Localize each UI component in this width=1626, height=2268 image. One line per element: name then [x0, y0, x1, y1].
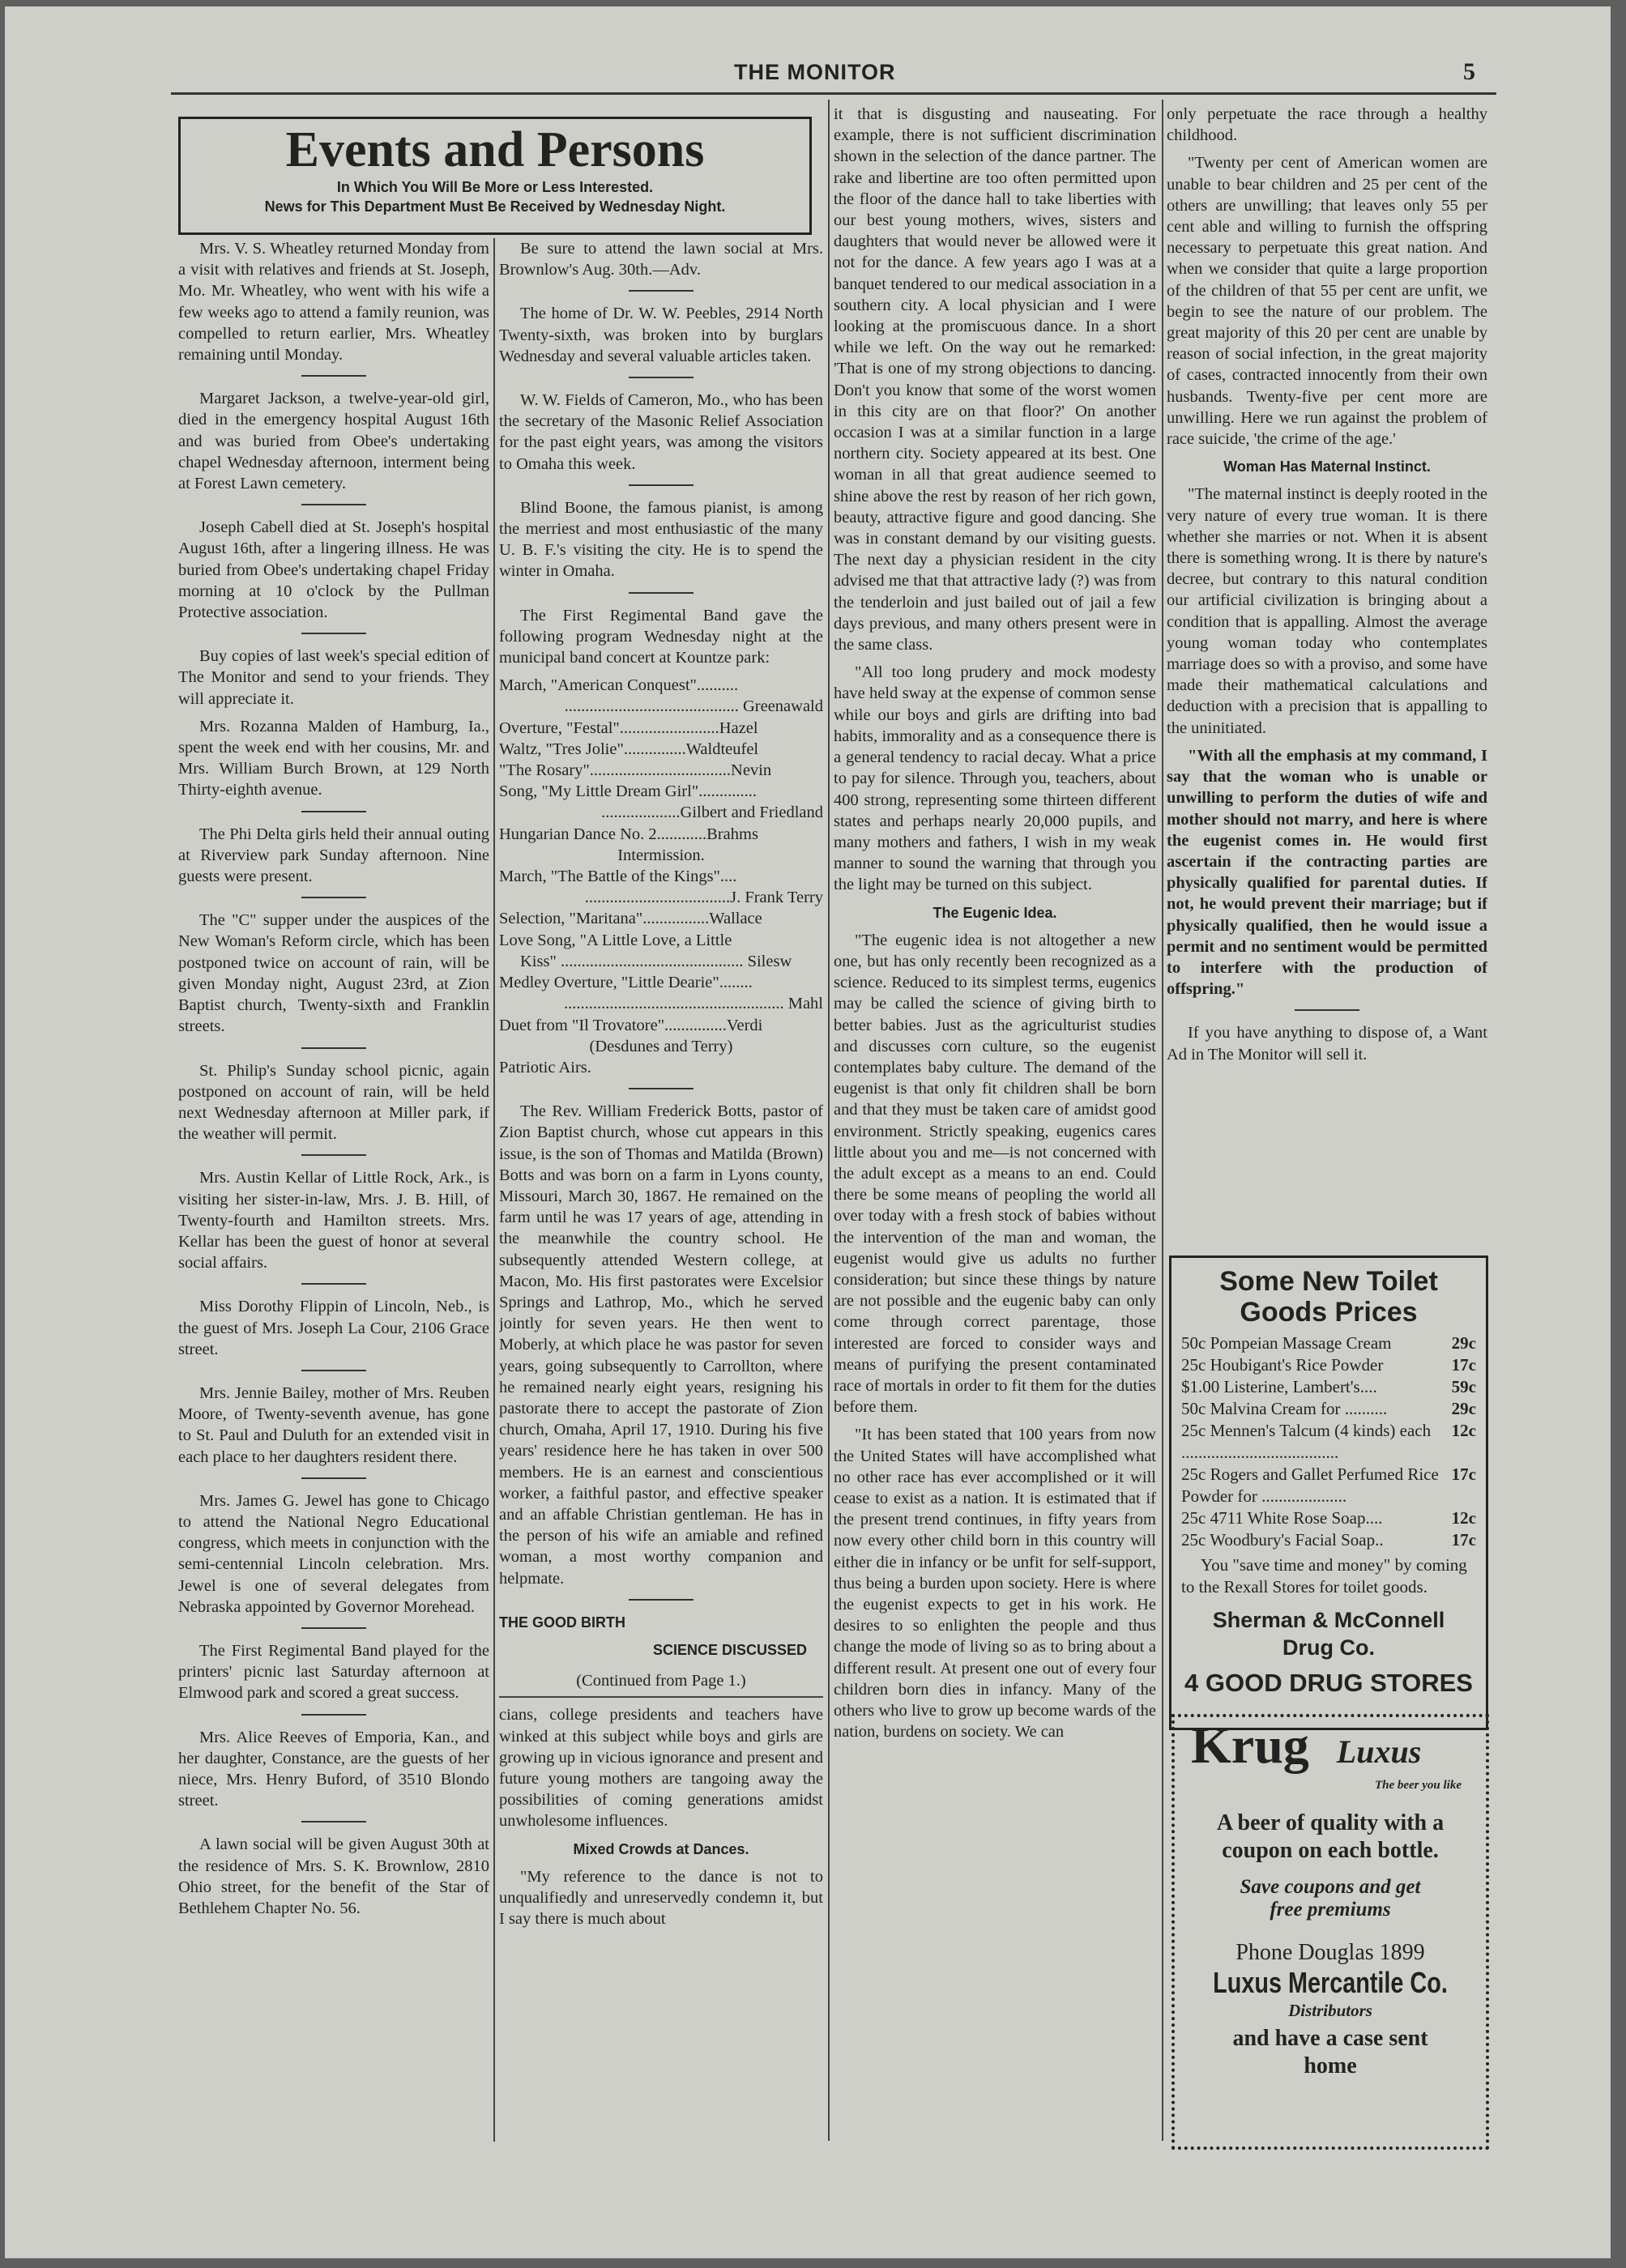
separator	[301, 633, 366, 634]
newspaper-title: THE MONITOR	[734, 60, 896, 84]
section-title: Events and Persons	[285, 122, 705, 177]
program-line: Waltz, "Tres Jolie"...............Waldteufel	[499, 740, 759, 758]
article-text: "All too long prudery and mock modesty have held sway at the expense of common sense while our boys and girls are drifting into bad habits, immorality and as a consequence there is a general tendency to racial decay. What a price to pay for silence. Through you, teachers, about 400 strong, representing some thirteen different states and perhaps nearly 20,000 pupils, and many mothers and fathers, I wish in my weak manner to sound the warning that through you the light may be turned on this subject.	[834, 663, 1156, 894]
product: 25c Woodbury's Facial Soap..	[1181, 1530, 1384, 1550]
separator	[1295, 1009, 1359, 1011]
krug-beer-ad	[1171, 1714, 1489, 2150]
separator	[301, 504, 366, 505]
article-text: it that is disgusting and nauseating. For example, there is not sufficient discrimination shown in the selection of the dance partner. The rake and libertine are too often permitted upon the floor of the dance hall to take liberties with our best young mothers, wives, sisters and daughters that would never be allowed were it not for the dance. A few years ago I was at a banquet tendered to our medical association in a southern city. A local physician and I were looking at the promiscuous dance. In a short while we left. On the way out he remarked: 'That is one of my strong objections to dancing. Don't you know that some of the worst women in this city are on that floor?' On another occasion I was at a similar function in a large northern city. Society appeared at its best. One woman in all that great audience seemed to shine above the rest by reason of her rich gown, beauty, attractive figure and good dancing. She was in constant demand by our visiting guests. The next day a physician resident in the city advised me that that attractive lady (?) was from the tenderloin and just bailed out of jail a few days previous, and many others present were in the same class.	[834, 105, 1156, 654]
news-item: Mrs. James G. Jewel has gone to Chicago to attend the National Negro Educational congress, which meets in conjunction with the semi-centennial Lincoln celebration. Mrs. Jewel is one of several delegates from Nebraska appointed by Governor Morehead.	[178, 1491, 489, 1616]
price-list	[1171, 1332, 1486, 1551]
band-program	[499, 675, 823, 1078]
news-item: Miss Dorothy Flippin of Lincoln, Neb., is the guest of Mrs. Joseph La Cour, 2106 Grace street.	[178, 1298, 489, 1358]
news-item: The home of Dr. W. W. Peebles, 2914 North Twenty-sixth, was broken into by burglars Wednesday and several valuable articles taken.	[499, 305, 823, 365]
firm-name: Drug Co.	[1282, 1635, 1375, 1660]
price: 59c	[1451, 1377, 1476, 1396]
newspaper-page	[5, 6, 1611, 2258]
program-line: Selection, "Maritana"................Wallace	[499, 910, 762, 928]
ad-headline: Goods Prices	[1240, 1297, 1418, 1328]
program-line: Medley Overture, "Little Dearie"........	[499, 974, 753, 992]
news-item: Joseph Cabell died at St. Joseph's hospital August 16th, after a lingering illness. He was buried from Obee's undertaking chapel Friday morning at 10 o'clock by the Pullman Protective association.	[178, 518, 489, 622]
separator	[301, 1714, 366, 1716]
article-subhead: Mixed Crowds at Dances.	[573, 1840, 749, 1857]
distributors-label: Distributors	[1288, 2001, 1372, 2020]
separator	[301, 1627, 366, 1629]
separator	[629, 592, 694, 594]
program-line: ..................................................... Mahl	[563, 995, 823, 1013]
separator	[301, 811, 366, 812]
program-line: .......................................... Greenawald	[564, 697, 823, 716]
program-line: Song, "My Little Dream Girl"..............	[499, 782, 757, 801]
article-text: "It has been stated that 100 years from now the United States will have accomplished what no other race has ever accomplished or it will cease to exist as a nation. It is estimated that if the present trend continues, in fifty years from now every other child born in this country will either die in infancy or be unfit for self-support, thus being a burden upon society. Here is where the eugenist expects to get in his work. He desires to so enlighten the people and thus change the mode of living so as to bring about a different result. At present one out of every four children born dies in infancy. Many of the others who live to grow up become wards of the nation, burdens on society. We can	[834, 1426, 1156, 1742]
article-subhead: Woman Has Maternal Instinct.	[1223, 458, 1431, 475]
article-text: "With all the emphasis at my command, I say that the woman who is unable or unwilling to perform the duties of wife and mother should not marry, and here is where the eugenist comes in. He would first ascertain if the contracting parties are physically qualified for parental duties. If not, he would prevent their marriage; but if physically qualified, then he would issue a permit and no sentiment would be permitted to interfere with the production of offspring."	[1167, 746, 1487, 999]
program-line: March, "The Battle of the Kings"....	[499, 868, 737, 886]
masthead-rule	[171, 92, 1496, 95]
product: 25c Rogers and Gallet Perfumed Rice Powder for ....................	[1181, 1464, 1439, 1506]
want-ad-note: If you have anything to dispose of, a Want Ad in The Monitor will sell it.	[1167, 1024, 1487, 1064]
separator	[629, 377, 694, 378]
news-item: Mrs. Jennie Bailey, mother of Mrs. Reuben Moore, of Twenty-seventh avenue, has gone to St. Paul and Duluth for an extended visit in each place to her daughters resident there.	[178, 1383, 489, 1466]
article-subhead: The Eugenic Idea.	[932, 904, 1057, 921]
column-1	[178, 238, 489, 1925]
separator	[301, 1821, 366, 1823]
price: 29c	[1451, 1333, 1476, 1353]
page-number: 5	[1463, 58, 1475, 85]
continued-note: (Continued from Page 1.)	[576, 1672, 746, 1690]
tagline: The beer you like	[1374, 1779, 1462, 1792]
program-line: Intermission.	[617, 846, 705, 864]
product: 50c Pompeian Massage Cream	[1181, 1333, 1392, 1353]
price-item	[1171, 1529, 1486, 1551]
news-item: Mrs. Austin Kellar of Little Rock, Ark., is visiting her sister-in-law, Mrs. J. B. Hill, of Twenty-fourth and Hamilton streets. Mrs. Kellar has been the guest of honor at several social affairs.	[178, 1169, 489, 1273]
section-header-box	[178, 117, 812, 235]
price-item	[1171, 1332, 1486, 1354]
separator	[629, 1088, 694, 1089]
news-item: Blind Boone, the famous pianist, is among the merriest and most enthusiastic of the many U. B. F.'s visiting the city. He is to spend the winter in Omaha.	[499, 498, 823, 581]
news-item: W. W. Fields of Cameron, Mo., who has been the secretary of the Masonic Relief Association for the past eight years, was among the visitors to Omaha this week.	[499, 391, 823, 473]
news-item: Mrs. Alice Reeves of Emporia, Kan., and her daughter, Constance, are the guests of her niece, Mrs. Henry Buford, of 3510 Blondo street.	[178, 1728, 489, 1810]
separator	[301, 1370, 366, 1371]
article-heading: THE GOOD BIRTH	[499, 1614, 625, 1631]
news-item: Be sure to attend the lawn social at Mrs. Brownlow's Aug. 30th.—Adv.	[499, 240, 823, 279]
news-item: Buy copies of last week's special edition of The Monitor and send to your friends. They will appreciate it.	[178, 647, 489, 708]
program-line: March, "American Conquest"..........	[499, 676, 739, 695]
phone-line: Phone Douglas 1899	[1236, 1940, 1425, 1965]
separator	[301, 375, 366, 377]
price-item	[1171, 1420, 1486, 1464]
news-item: The Rev. William Frederick Botts, pastor of Zion Baptist church, whose cut appears in this issue, is the son of Thomas and Matilda (Brown) Botts and was born on a farm in Lyons county, Missouri, March 30, 1867. He remained on the farm until he was 17 years of age, attending in the meanwhile the country school. He subsequently attended Western college, at Macon, Mo. His first pastorates were Excelsior Springs and Lathrop, Mo., which he served jointly for seven years. He then went to Moberly, at which place he was pastor for seven years, going subsequently to Carrollton, where he remained nearly eight years, resigning his pastorate there to accept the pastorate of Zion church, Omaha, April 17, 1910. During his five years' residence here he has taken in over 500 members. He is an earnest and conscientious worker, a faithful pastor, and effective speaker and an affable Christian gentleman. He has in the person of his wife an amiable and refined woman, a most worthy companion and helpmate.	[499, 1102, 823, 1588]
price: 17c	[1451, 1355, 1476, 1375]
separator	[301, 1283, 366, 1285]
ad-headline: Some New Toilet	[1219, 1266, 1438, 1297]
column-rule-1	[493, 238, 495, 2142]
price: 17c	[1451, 1530, 1476, 1550]
ad-premium: Save coupons and get free premiums	[1240, 1876, 1421, 1921]
rule	[499, 1696, 823, 1698]
separator	[301, 1047, 366, 1049]
price-item	[1171, 1398, 1486, 1420]
column-2	[499, 238, 823, 1936]
brand-row	[1175, 1717, 1486, 1774]
article-text: only perpetuate the race through a healthy childhood.	[1167, 105, 1487, 145]
program-line: ...................................J. Frank Terry	[584, 889, 823, 907]
column-rule-3	[1162, 100, 1163, 2141]
program-line: (Desdunes and Terry)	[589, 1037, 733, 1055]
article-text: "Twenty per cent of American women are unable to bear children and 25 per cent of the others are unwilling; that leaves only 55 per cent able and willing to furnish the offspring necessary to perpetuate this great nation. And when we consider that quite a large proportion of the children of that 55 per cent are unfit, we begin to see the nature of our problem. The great majority of this 20 per cent are unable by reason of social infection, in the great majority of cases, contracted innocently from their own husbands. Twenty-five per cent more are unwilling. Here we run against the problem of race suicide, 'the crime of the age.'	[1167, 154, 1487, 449]
brand-krug: Krug	[1191, 1716, 1309, 1774]
product: $1.00 Listerine, Lambert's....	[1181, 1377, 1377, 1396]
article-text: cians, college presidents and teachers have winked at this subject while boys and girls are growing up in vicious ignorance and present and future young mothers are tangoing away the possibilities of coming generations amidst unwholesome influences.	[499, 1706, 823, 1831]
news-item: The First Regimental Band played for the printers' picnic last Saturday afternoon at Elmwood park and scored a great success.	[178, 1641, 489, 1703]
separator	[629, 484, 694, 486]
ad-line: A beer of quality with a coupon on each bottle.	[1216, 1810, 1445, 1863]
program-line: Kiss" ............................................ Silesw	[520, 952, 792, 970]
news-item: The First Regimental Band gave the following program Wednesday night at the municipal band concert at Kountze park:	[499, 606, 823, 667]
product: 25c 4711 White Rose Soap....	[1181, 1508, 1383, 1528]
ad-closing: and have a case sent home	[1232, 2026, 1428, 2078]
news-item: The Phi Delta girls held their annual outing at Riverview park Sunday afternoon. Nine guests were present.	[178, 825, 489, 886]
article-subheading: SCIENCE DISCUSSED	[652, 1641, 807, 1658]
price: 12c	[1451, 1508, 1476, 1528]
product: 25c Mennen's Talcum (4 kinds) each .....................................	[1181, 1421, 1432, 1462]
news-item: A lawn social will be given August 30th at the residence of Mrs. S. K. Brownlow, 2810 Ohio street, for the benefit of the Star of Bethlehem Chapter No. 56.	[178, 1835, 489, 1917]
product: 25c Houbigant's Rice Powder	[1181, 1355, 1384, 1375]
program-line: Duet from "Il Trovatore"...............Verdi	[499, 1016, 763, 1034]
news-item: Margaret Jackson, a twelve-year-old girl, died in the emergency hospital August 16th and was buried from Obee's undertaking chapel Wednesday afternoon, interment being at Forest Lawn cemetery.	[178, 390, 489, 493]
price-item	[1171, 1464, 1486, 1507]
program-line: ...................Gilbert and Friedland	[601, 804, 823, 822]
news-item: Mrs. V. S. Wheatley returned Monday from a visit with relatives and friends at St. Joseph, Mo. Mr. Wheatley, who went with his wife a few weeks ago to attend a family reunion, was compelled to return earlier, Mrs. Wheatley remaining until Monday.	[178, 240, 489, 364]
brand-luxus: Luxus	[1336, 1733, 1422, 1770]
section-subtitle-2: News for This Department Must Be Received by Wednesday Night.	[264, 198, 726, 215]
program-line: Hungarian Dance No. 2............Brahms	[499, 825, 758, 843]
product: 50c Malvina Cream for ..........	[1181, 1399, 1388, 1418]
ad-note: You "save time and money" by coming to the Rexall Stores for toilet goods.	[1181, 1555, 1467, 1597]
toilet-goods-ad	[1169, 1256, 1488, 1730]
program-line: Patriotic Airs.	[499, 1058, 591, 1076]
news-item: St. Philip's Sunday school picnic, again postponed on account of rain, will be held next Wednesday afternoon at Miller park, if the weather will permit.	[178, 1061, 489, 1144]
program-line: Overture, "Festal"........................Hazel	[499, 718, 758, 737]
firm-name: Sherman & McConnell	[1212, 1608, 1445, 1632]
separator	[629, 290, 694, 292]
stores-line: 4 GOOD DRUG STORES	[1184, 1669, 1473, 1697]
price-item	[1171, 1507, 1486, 1529]
price: 17c	[1451, 1464, 1476, 1484]
program-line: "The Rosary"..................................Nevin	[499, 761, 772, 780]
company-name: Luxus Mercantile Co.	[1213, 1966, 1448, 1999]
masthead	[5, 58, 1611, 91]
price: 12c	[1451, 1421, 1476, 1440]
article-text: "The eugenic idea is not altogether a new one, but has only recently been recognized as a science. Reduced to its simplest terms, eugenics may be called the science of giving birth to better babies. Just as the agriculturist studies and discusses corn culture, so the eugenist contemplates baby culture. The demand of the eugenist is that only fit children shall be born and that they must be taken care of amidst good environment. Strictly speaking, eugenics cares little about you and me—is not concerned with the adult except as a means to an end. Could there be some means of peopling the world all over today with a fresh stock of babies without the intervention of the man and woman, the eugenist would give us adults no further consideration; but since these things by nature are not possible and the eugenic baby can only come through correct parentage, those interested are forced to consider ways and means of purifying the present contaminated race of mortals in order to fit them for the duties before them.	[834, 931, 1156, 1417]
article-text: "My reference to the dance is not to unqualifiedly and unreservedly condemn it, but I say there is much about	[499, 1867, 823, 1929]
section-subtitle-1: In Which You Will Be More or Less Interested.	[336, 179, 654, 195]
price-item	[1171, 1354, 1486, 1376]
separator	[301, 1154, 366, 1156]
column-4	[1167, 104, 1487, 1246]
separator	[301, 1477, 366, 1479]
column-3	[834, 104, 1156, 1749]
article-text: "The maternal instinct is deeply rooted in the very nature of every true woman. It is there whether she marries or not. When it is absent there is something wrong. It is there by nature's decree, but contrary to this natural condition our artificial civilization is bringing about a condition that is appalling. Almost the average young woman today who contemplates marriage does so with a proviso, and some have made their mathematical calculations and deduction with a precision that is appalling to the uninitiated.	[1167, 485, 1487, 737]
separator	[301, 897, 366, 898]
column-rule-2	[828, 100, 830, 2141]
price-item	[1171, 1376, 1486, 1398]
price: 29c	[1451, 1399, 1476, 1418]
program-line: Love Song, "A Little Love, a Little	[499, 931, 732, 949]
separator	[629, 1599, 694, 1601]
news-item: The "C" supper under the auspices of the New Woman's Reform circle, which has been postponed twice on account of rain, will be given Monday night, August 23rd, at Zion Baptist church, Twenty-sixth and Franklin streets.	[178, 911, 489, 1036]
news-item: Mrs. Rozanna Malden of Hamburg, Ia., spent the week end with her cousins, Mr. and Mrs. William Burch Brown, at 129 North Thirty-eighth avenue.	[178, 717, 489, 799]
